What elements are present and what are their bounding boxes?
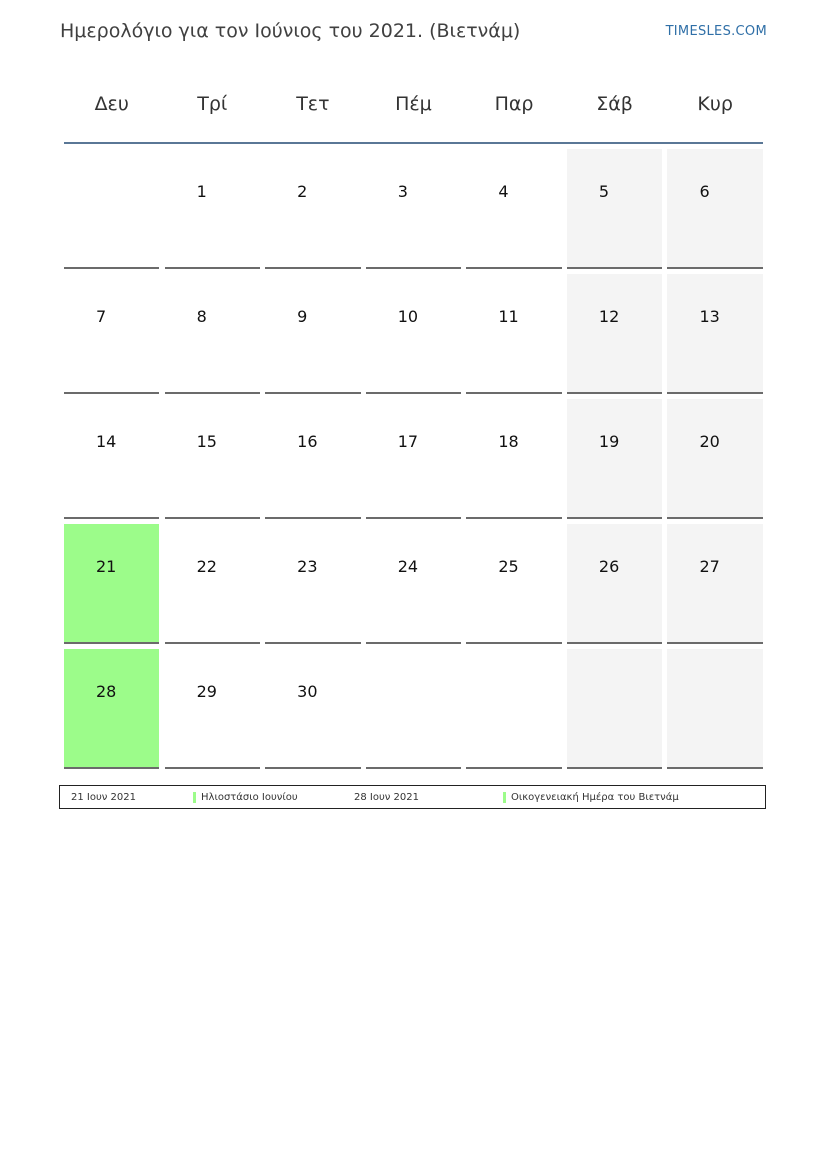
empty-day-cell: [466, 649, 561, 769]
day-cell[interactable]: [265, 649, 360, 769]
day-number: 10: [397, 307, 419, 326]
legend-date: 21 Ιουν 2021: [71, 792, 136, 803]
weekday-header: [64, 80, 763, 144]
weekday-label: Τετ: [296, 93, 330, 115]
day-cell[interactable]: [667, 399, 762, 519]
weekday-label: Τρί: [197, 93, 228, 115]
day-number: 9: [297, 307, 308, 326]
day-number: 25: [498, 557, 519, 576]
day-number: 20: [699, 432, 720, 451]
day-number: 12: [598, 307, 620, 326]
day-cell[interactable]: [265, 524, 360, 644]
legend-holiday-name: Ηλιοστάσιο Ιουνίου: [201, 792, 298, 803]
day-number: 18: [498, 432, 519, 451]
legend-holiday-name: Οικογενειακή Ημέρα του Βιετνάμ: [511, 792, 679, 803]
day-cell[interactable]: [567, 399, 662, 519]
brand-link[interactable]: TIMESLES.COM: [665, 24, 767, 39]
day-cell[interactable]: [466, 274, 561, 394]
week-row: [64, 274, 763, 394]
day-cell[interactable]: [64, 524, 159, 644]
day-cell[interactable]: [64, 274, 159, 394]
day-number: 27: [699, 557, 720, 576]
weekday-label: Πέμ: [395, 93, 432, 115]
day-number: 21: [96, 557, 117, 576]
day-number: 26: [598, 557, 620, 576]
day-cell[interactable]: [366, 274, 461, 394]
day-cell[interactable]: [165, 399, 260, 519]
day-number: 4: [498, 182, 509, 201]
day-number: 3: [397, 182, 408, 201]
empty-day-cell: [567, 649, 662, 769]
day-cell[interactable]: [466, 149, 561, 269]
day-number: 15: [196, 432, 217, 451]
day-cell[interactable]: [466, 399, 561, 519]
empty-day-cell: [667, 649, 762, 769]
day-cell[interactable]: [567, 149, 662, 269]
day-cell[interactable]: [667, 274, 762, 394]
day-number: 2: [297, 182, 308, 201]
day-cell[interactable]: [366, 524, 461, 644]
calendar-grid: [64, 80, 763, 769]
day-cell[interactable]: [366, 399, 461, 519]
day-cell[interactable]: [165, 274, 260, 394]
weekday-label: Παρ: [494, 93, 534, 115]
day-cell[interactable]: [265, 399, 360, 519]
holiday-legend: [59, 785, 766, 809]
day-cell[interactable]: [265, 274, 360, 394]
day-number: 14: [96, 432, 117, 451]
day-cell[interactable]: [165, 149, 260, 269]
day-cell[interactable]: [466, 524, 561, 644]
day-number: 17: [397, 432, 419, 451]
day-cell[interactable]: [366, 149, 461, 269]
week-row: [64, 524, 763, 644]
empty-day-cell: [366, 649, 461, 769]
page-title: Ημερολόγιο για τον Ιούνιος του 2021. (Βιετνάμ): [60, 20, 521, 42]
day-cell[interactable]: [64, 649, 159, 769]
day-number: 6: [699, 182, 710, 201]
day-number: 16: [297, 432, 318, 451]
day-number: 29: [196, 682, 217, 701]
empty-day-cell: [64, 149, 159, 269]
weekday-label: Δευ: [94, 93, 129, 115]
legend-date: 28 Ιουν 2021: [354, 792, 419, 803]
day-number: 28: [96, 682, 117, 701]
day-number: 5: [598, 182, 610, 201]
day-number: 23: [297, 557, 318, 576]
day-cell[interactable]: [64, 399, 159, 519]
day-number: 24: [397, 557, 419, 576]
day-number: 7: [96, 307, 107, 326]
day-number: 1: [196, 182, 207, 201]
day-cell[interactable]: [165, 524, 260, 644]
weekday-label: Κυρ: [697, 93, 733, 115]
week-row: [64, 399, 763, 519]
day-number: 8: [196, 307, 207, 326]
day-cell[interactable]: [667, 149, 762, 269]
holiday-color-marker: [193, 792, 196, 803]
day-cell[interactable]: [667, 524, 762, 644]
day-cell[interactable]: [165, 649, 260, 769]
day-cell[interactable]: [567, 524, 662, 644]
day-number: 19: [598, 432, 620, 451]
week-row: [64, 149, 763, 269]
day-number: 13: [699, 307, 720, 326]
holiday-color-marker: [503, 792, 506, 803]
week-row: [64, 649, 763, 769]
day-number: 22: [196, 557, 217, 576]
day-cell[interactable]: [265, 149, 360, 269]
day-cell[interactable]: [567, 274, 662, 394]
weekday-label: Σάβ: [596, 93, 633, 115]
day-number: 30: [297, 682, 318, 701]
day-number: 11: [498, 307, 519, 326]
